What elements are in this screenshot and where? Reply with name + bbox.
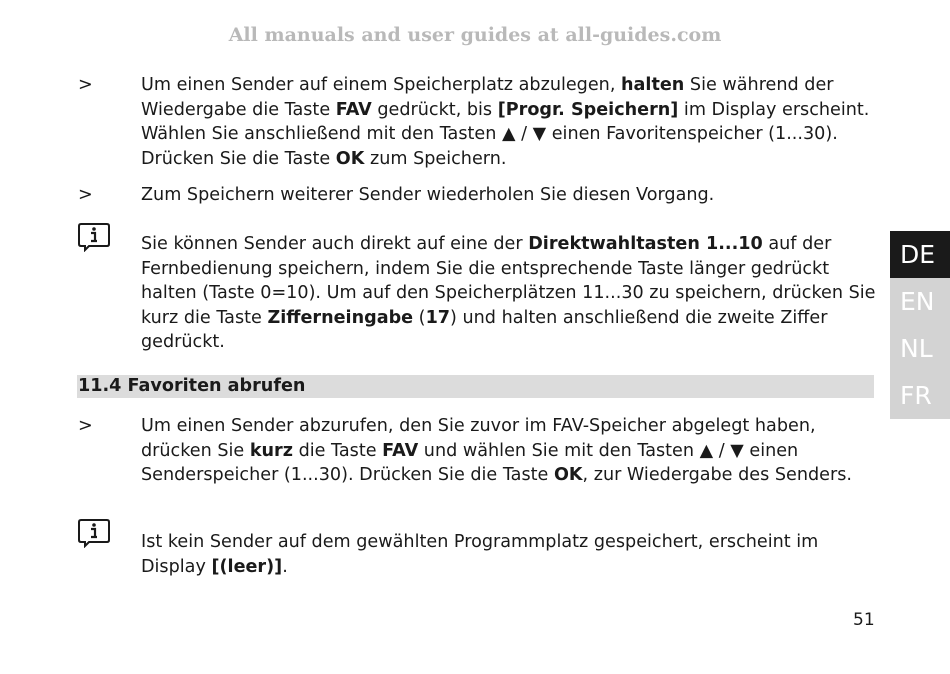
text-run: im Display erscheint. Wählen Sie anschließend mit den Tasten ▲ / ▼ einen Favoritenspeicher (1...30). Drücken Sie die Taste	[141, 99, 870, 169]
text-run: Sie können Sender auch direkt auf eine der	[141, 234, 529, 254]
text-run: , zur Wiedergabe des Senders.	[582, 465, 852, 485]
bold-text: halten	[621, 75, 685, 95]
text-run: und wählen Sie mit den Tasten ▲ / ▼ einen Senderspeicher (1...30). Drücken Sie die Taste	[141, 440, 799, 485]
text-run: Zum Speichern weiterer Sender wiederholen Sie diesen Vorgang.	[141, 185, 715, 205]
text-run: Um einen Sender abzurufen, den Sie zuvor im FAV-Speicher abgelegt haben, drücken Sie	[141, 416, 816, 461]
step-marker: >	[78, 75, 93, 95]
note-direct-keys-paragraph	[141, 232, 876, 355]
text-run: (	[413, 307, 426, 328]
step-recall-paragraph	[141, 414, 876, 488]
bold-text: FAV	[335, 99, 372, 120]
bold-text: Direktwahltasten 1...10	[528, 234, 763, 254]
bold-text: 17	[425, 307, 451, 328]
text-run: gedrückt, bis	[371, 99, 498, 120]
text-run: Um einen Sender auf einem Speicherplatz abzulegen,	[141, 75, 622, 95]
step-save-paragraph	[141, 73, 876, 171]
bold-text: [Progr. Speichern]	[497, 99, 679, 120]
bold-text: OK	[553, 465, 583, 485]
text-run: ) und halten anschließend die zweite Ziffer gedrückt.	[141, 307, 828, 352]
lang-tab-en[interactable]: EN	[890, 278, 950, 325]
info-note-icon	[77, 518, 111, 548]
watermark-header: All manuals and user guides at all-guides.com	[228, 24, 722, 46]
text-run: die Taste	[292, 440, 383, 461]
bold-text: kurz	[249, 440, 293, 461]
info-note-icon	[77, 222, 111, 252]
bold-text: FAV	[382, 440, 419, 461]
step-marker: >	[78, 416, 93, 436]
step-marker: >	[78, 185, 93, 205]
bold-text: OK	[335, 148, 365, 169]
text-run: .	[282, 556, 288, 577]
step-repeat-paragraph	[141, 183, 876, 208]
bold-text: Zifferneingabe	[267, 307, 414, 328]
section-heading: 11.4 Favoriten abrufen	[77, 375, 874, 398]
text-run: Ist kein Sender auf dem gewählten Programmplatz gespeichert, erscheint im Display	[141, 532, 819, 577]
lang-tab-nl[interactable]: NL	[890, 325, 950, 372]
bold-text: [(leer)]	[211, 556, 283, 577]
note-empty-paragraph	[141, 530, 876, 579]
text-run: auf der Fernbedienung speichern, indem Sie die entsprechende Taste länger gedrückt halten (Taste 0=10). Um auf den Speicherplätzen 11...30 zu speichern, drücken Sie kurz die Taste	[141, 234, 876, 328]
lang-tab-fr[interactable]: FR	[890, 372, 950, 419]
page-number: 51	[853, 610, 875, 630]
text-run: zum Speichern.	[364, 148, 507, 169]
text-run: Sie während der Wiedergabe die Taste	[141, 75, 834, 120]
lang-tab-de[interactable]: DE	[890, 231, 950, 278]
